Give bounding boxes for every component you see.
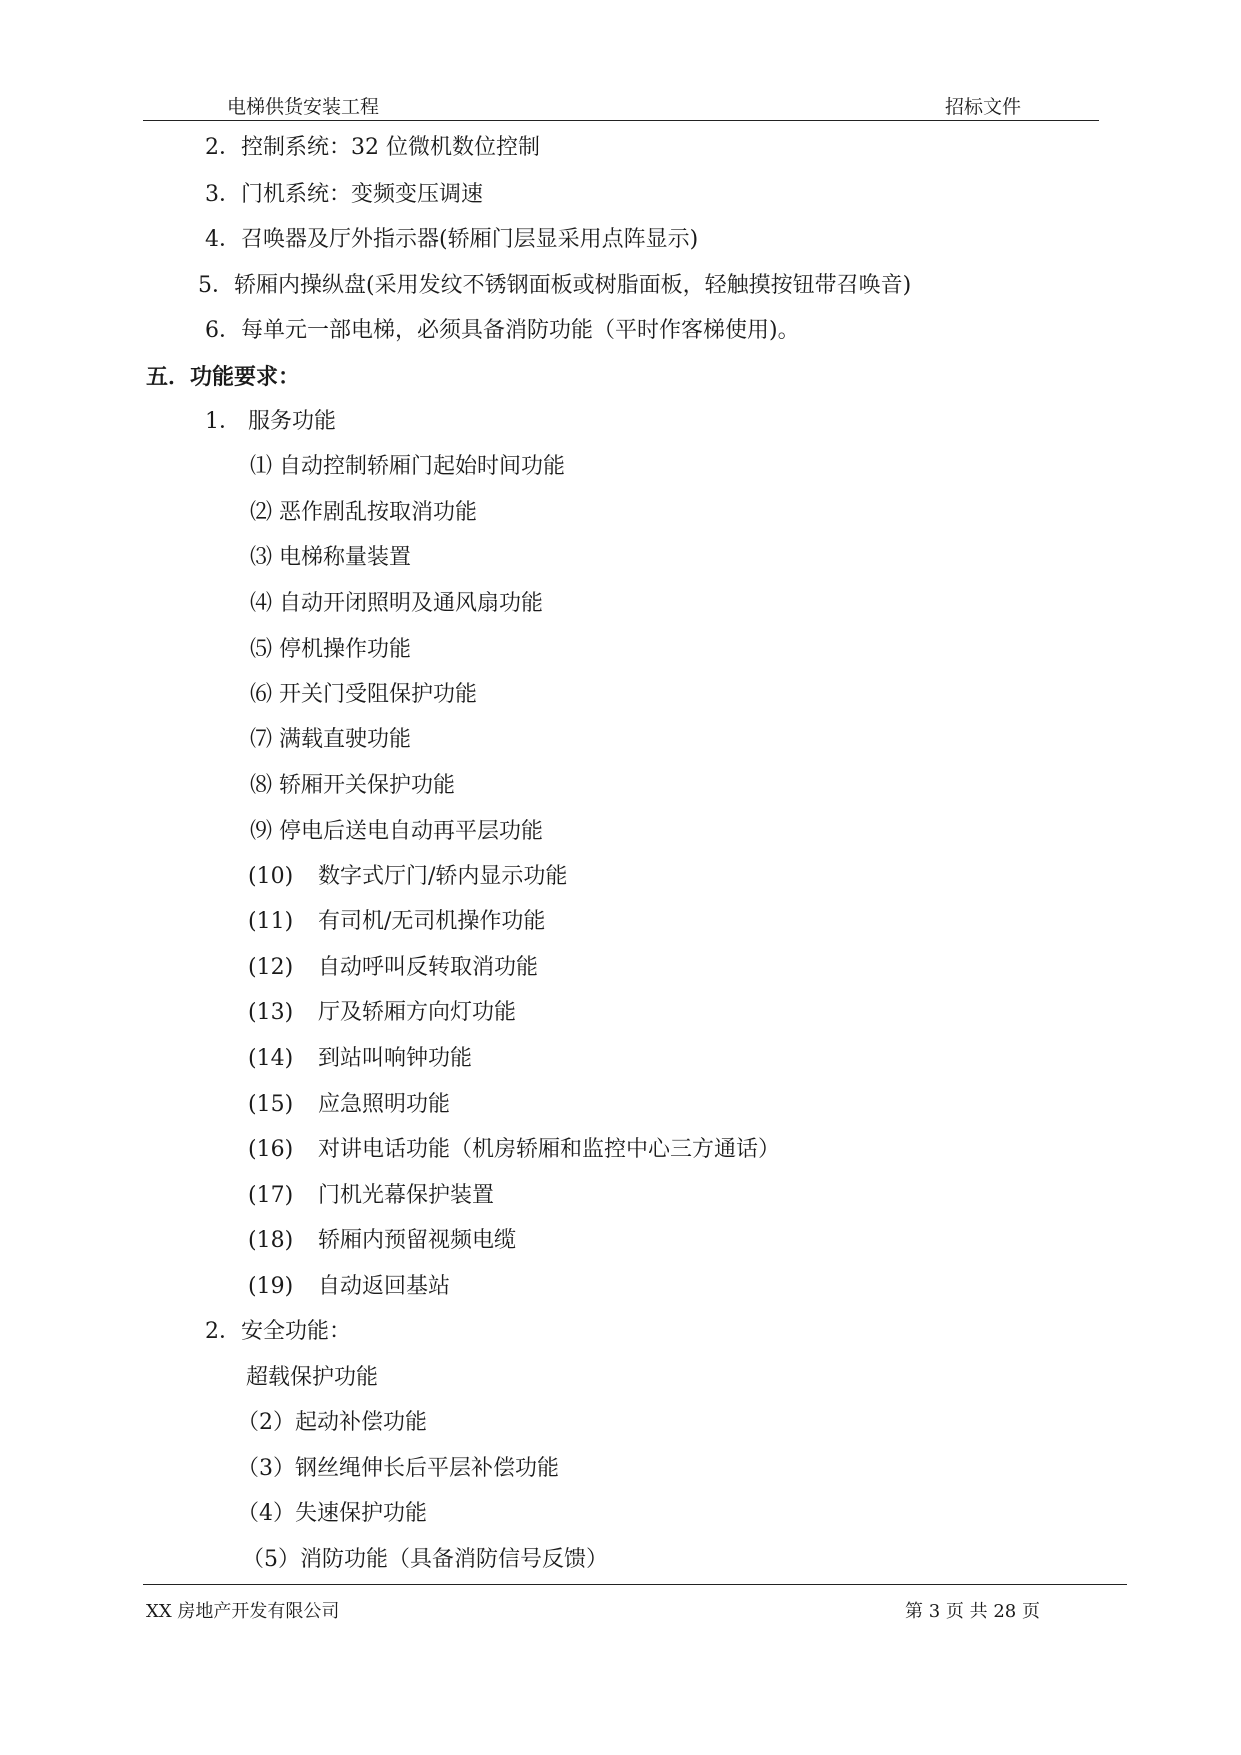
- service-item: [248, 953, 538, 983]
- item-text: 自动呼叫反转取消功能: [318, 955, 539, 980]
- item-text: 自动返回基站: [318, 1274, 451, 1299]
- spec-item: 6．每单元一部电梯，必须具备消防功能（平时作客梯使用)。: [205, 318, 800, 343]
- item-text: 对讲电话功能（机房轿厢和监控中心三方通话）: [318, 1137, 781, 1162]
- service-item: [248, 1135, 780, 1165]
- item-text: 到站叫响钟功能: [318, 1046, 473, 1071]
- service-item: [248, 998, 516, 1028]
- item-number: (16): [248, 1137, 294, 1162]
- item-number: (19): [248, 1274, 294, 1299]
- service-item: [248, 1090, 450, 1120]
- item-number: (14): [248, 1046, 294, 1071]
- service-item: ⑻ 轿厢开关保护功能: [250, 773, 455, 798]
- service-item: ⑸ 停机操作功能: [250, 637, 411, 662]
- item-text: 厅及轿厢方向灯功能: [318, 1000, 517, 1025]
- spec-item: 4．召唤器及厅外指示器(轿厢门层显采用点阵显示): [205, 227, 699, 252]
- section-heading: 五．功能要求：: [146, 364, 301, 390]
- item-text: 数字式厅门/轿内显示功能: [318, 864, 568, 889]
- header-left: 电梯供货安装工程: [227, 96, 380, 118]
- item-number: (15): [248, 1092, 294, 1117]
- item-text: 轿厢内预留视频电缆: [318, 1228, 517, 1253]
- spec-item: 3．门机系统：变频变压调速: [205, 182, 483, 207]
- header-rule: [143, 120, 1099, 121]
- safety-item: （5）消防功能（具备消防信号反馈）: [242, 1547, 608, 1572]
- service-item: [248, 1272, 450, 1302]
- item-number: (13): [248, 1000, 294, 1025]
- service-item: [248, 862, 567, 892]
- service-item: ⑴ 自动控制轿厢门起始时间功能: [250, 454, 565, 479]
- safety-item: 超载保护功能: [246, 1365, 379, 1390]
- service-item: ⑼ 停电后送电自动再平层功能: [250, 819, 543, 844]
- item-number: (17): [248, 1183, 294, 1208]
- service-item: [248, 907, 545, 937]
- footer-rule: [143, 1584, 1127, 1585]
- service-item: ⑹ 开关门受阻保护功能: [250, 682, 477, 707]
- safety-item: （4）失速保护功能: [237, 1501, 427, 1526]
- subsection-heading: 1． 服务功能: [205, 409, 336, 434]
- page-number: 第 3 页 共 28 页: [905, 1601, 1040, 1622]
- subsection-heading: 2．安全功能：: [205, 1319, 351, 1344]
- item-text: 有司机/无司机操作功能: [318, 909, 546, 934]
- item-number: (18): [248, 1228, 294, 1253]
- item-text: 应急照明功能: [318, 1092, 451, 1117]
- item-number: (10): [248, 864, 294, 889]
- service-item: ⑵ 恶作剧乱按取消功能: [250, 500, 477, 525]
- footer-company: XX 房地产开发有限公司: [146, 1601, 340, 1622]
- service-item: ⑷ 自动开闭照明及通风扇功能: [250, 591, 543, 616]
- safety-item: （2）起动补偿功能: [237, 1410, 427, 1435]
- service-item: ⑺ 满载直驶功能: [250, 727, 411, 752]
- service-item: [248, 1181, 494, 1211]
- safety-item: （3）钢丝绳伸长后平层补偿功能: [237, 1456, 559, 1481]
- item-number: (12): [248, 955, 294, 980]
- service-item: [248, 1044, 472, 1074]
- item-text: 门机光幕保护装置: [318, 1183, 495, 1208]
- item-number: (11): [248, 909, 294, 934]
- spec-item: 2．控制系统：32 位微机数位控制: [205, 135, 540, 160]
- spec-item: 5．轿厢内操纵盘(采用发纹不锈钢面板或树脂面板，轻触摸按钮带召唤音): [198, 273, 912, 298]
- service-item: [248, 1226, 516, 1256]
- header-right: 招标文件: [945, 96, 1022, 118]
- service-item: ⑶ 电梯称量装置: [250, 545, 411, 570]
